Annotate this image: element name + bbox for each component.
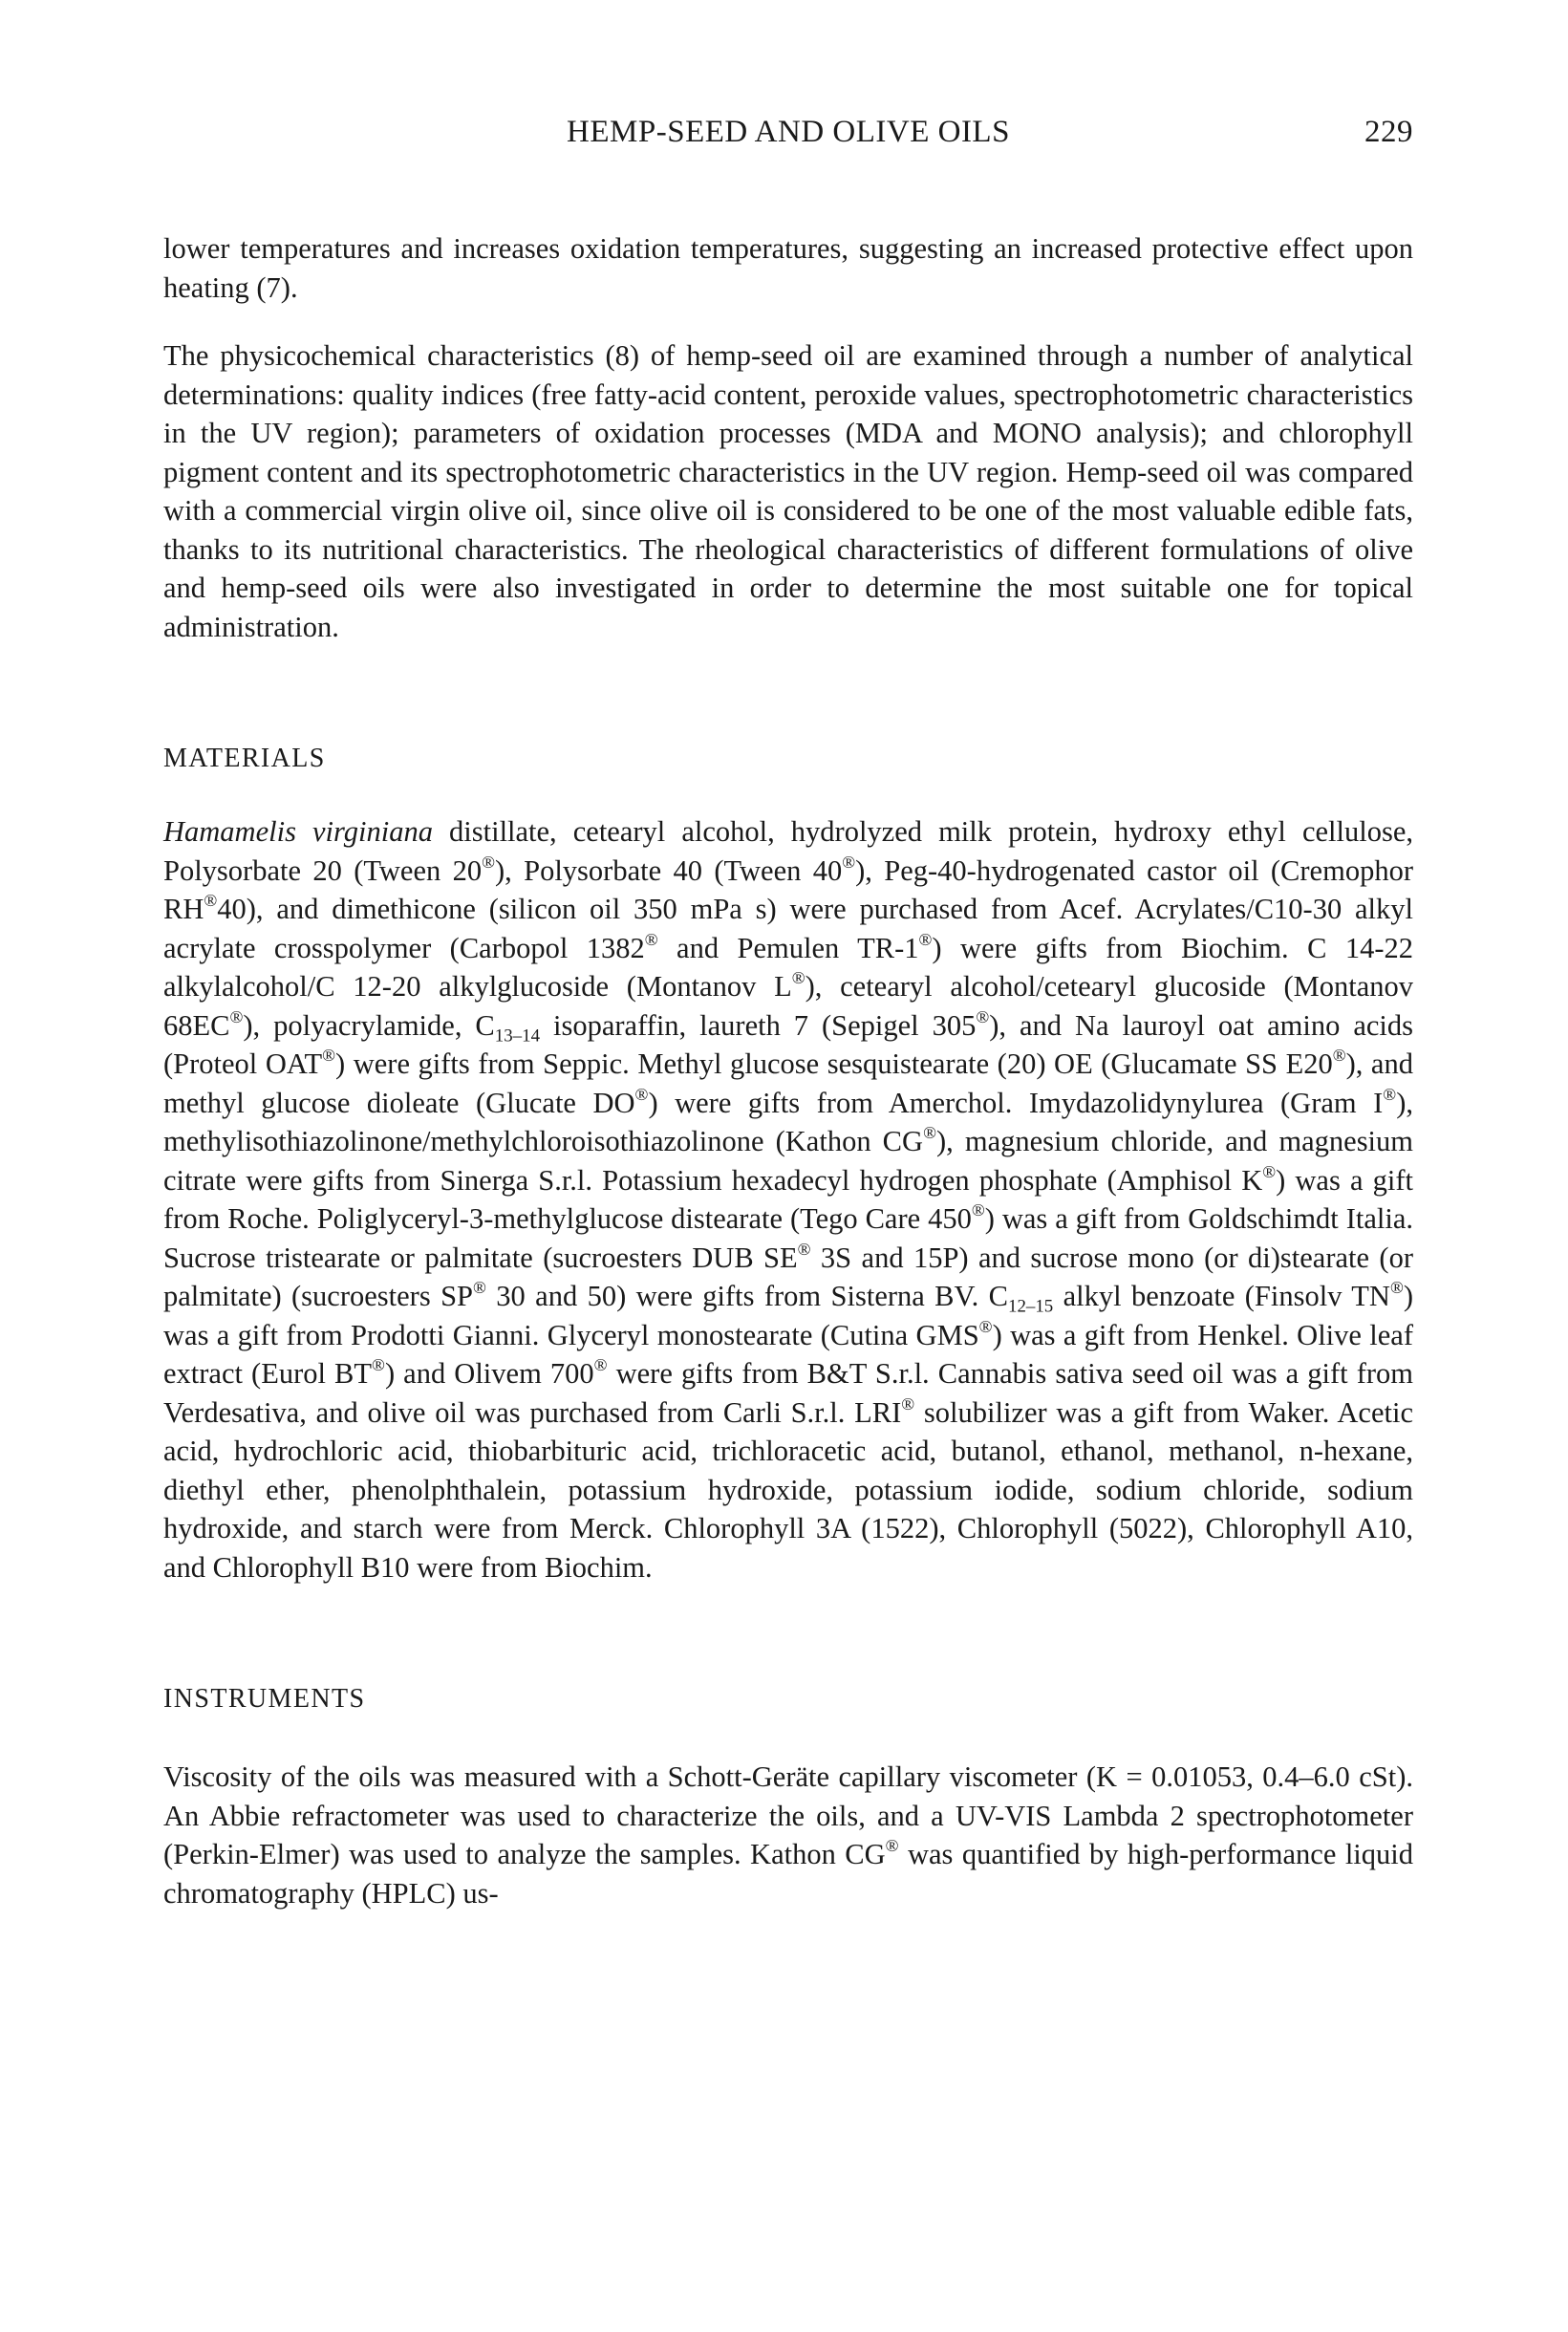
intro-continuation-paragraph: lower temperatures and increases oxidation temperatures, suggesting an increased protective effect upon heating (7). <box>163 232 1413 304</box>
registered-mark: ® <box>372 1355 385 1375</box>
registered-mark: ® <box>797 1239 811 1259</box>
registered-mark: ® <box>842 852 856 872</box>
materials-paragraph: Hamamelis virginiana distillate, cetearyl alcohol, hydrolyzed milk protein, hydroxy ethyl cellulose, Polysorbate 20 (Tween 20®), Polysorbate 40 (Tween 40®), Peg-40-hydrogenated castor oil (Cremophor RH®40), and dimethicone (silicon oil 350 mPa s) were purchased from Acef. Acrylates/C10-30 alkyl acrylate crosspolymer (Carbopol 1382® and Pemulen TR-1®) were gifts from Biochim. C 14-22 alkylalcohol/C 12-20 alkylglucoside (Montanov L®), cetearyl alcohol/cetearyl glucoside (Montanov 68EC®), polyacrylamide, $C_{13-14}$ isoparaffin, laureth 7 (Sepigel 305®), and Na lauroyl oat amino acids (Proteol OAT®) were gifts from Seppic. Methyl glucose sesquistearate (20) OE (Glucamate SS E20®), and methyl glucose dioleate (Glucate DO®) were gifts from Amerchol. Imydazolidynylurea (Gram I®), methylisothiazolinone/methylchloroisothiazolinone (Kathon CG®), magnesium chloride, and magnesium citrate were gifts from Sinerga S.r.l. Potassium hexadecyl hydrogen phosphate (Amphisol K®) was a gift from Roche. Poliglyceryl-3-methylglucose distearate (Tego Care 450®) was a gift from Goldschimdt Italia. Sucrose tristearate or palmitate (sucroesters DUB SE® 3S and 15P) and sucrose mono (or di)stearate (or palmitate) (sucroesters SP® 30 and 50) were gifts from Sisterna BV. $C_{12-15}$ alkyl benzoate (Finsolv TN®) was a gift from Prodotti Gianni. Glyceryl monostearate (Cutina GMS®) was a gift from Henkel. Olive leaf extract (Eurol BT®) and Olivem 700® were gifts from B&T S.r.l. Cannabis sativa seed oil was a gift from Verdesativa, and olive oil was purchased from Carli S.r.l. LRI® solubilizer was a gift from Waker. Acetic acid, hydrochloric acid, thiobarbituric acid, trichloracetic acid, butanol, ethanol, methanol, n-hexane, diethyl ether, phenolphthalein, potassium hydroxide, potassium iodide, sodium chloride, sodium hydroxide, and starch were from Merck. Chlorophyll 3A (1522), Chlorophyll (5022), Chlorophyll A10, and Chlorophyll B10 were from Biochim. <box>163 815 1414 1584</box>
registered-mark: ® <box>482 852 495 872</box>
instruments-heading: INSTRUMENTS <box>163 1684 366 1714</box>
journal-page <box>163 115 1413 1912</box>
registered-mark: ® <box>1383 1084 1397 1104</box>
page-number: 229 <box>1364 115 1413 149</box>
registered-mark: ® <box>229 1006 244 1026</box>
registered-mark: ® <box>791 968 805 988</box>
instruments-paragraph: Viscosity of the oils was measured with a Schott-Geräte capillary viscometer (K = 0.01053, 0.4–6.0 cSt). An Abbie refractometer was used to characterize the oils, and a UV-VIS Lambda 2 spectrophotometer (Perkin-Elmer) was used to analyze the samples. Kathon CG® was quantified by high-performance liquid chromatography (HPLC) us- <box>163 1760 1413 1910</box>
species-name: Hamamelis virginiana <box>163 815 433 848</box>
registered-mark: ® <box>971 1200 985 1220</box>
registered-mark: ® <box>322 1046 336 1066</box>
registered-mark: ® <box>204 891 218 911</box>
registered-mark: ® <box>918 929 933 949</box>
registered-mark: ® <box>901 1393 915 1414</box>
running-title: HEMP-SEED AND OLIVE OILS <box>567 115 1010 149</box>
registered-mark: ® <box>634 1084 649 1104</box>
registered-mark: ® <box>978 1316 993 1336</box>
registered-mark: ® <box>1262 1161 1277 1181</box>
registered-mark: ® <box>1389 1278 1404 1298</box>
intro-paragraph: The physicochemical characteristics (8) of hemp-seed oil are examined through a number of analytical determinations: quality indices (free fatty-acid content, peroxide values, spectrophotometric characteristics in the UV region); parameters of oxidation processes (MDA and MONO analysis); and chlorophyll pigment content and its spectrophotometric characteristics in the UV region. Hemp-seed oil was compared with a commercial virgin olive oil, since olive oil is considered to be one of the most valuable edible fats, thanks to its nutritional characteristics. The rheological characteristics of different formulations of olive and hemp-seed oils were also investigated in order to determine the most suitable one for topical administration. <box>163 339 1413 643</box>
registered-mark: ® <box>1332 1046 1346 1066</box>
running-header <box>163 115 1413 161</box>
materials-heading: MATERIALS <box>163 744 326 773</box>
subscript: 12–15 <box>1007 1296 1054 1317</box>
registered-mark: ® <box>885 1836 899 1856</box>
registered-mark: ® <box>473 1278 486 1298</box>
subscript: 13–14 <box>494 1026 541 1047</box>
registered-mark: ® <box>593 1355 608 1375</box>
registered-mark: ® <box>644 929 658 949</box>
registered-mark: ® <box>976 1006 990 1026</box>
registered-mark: ® <box>923 1123 936 1143</box>
